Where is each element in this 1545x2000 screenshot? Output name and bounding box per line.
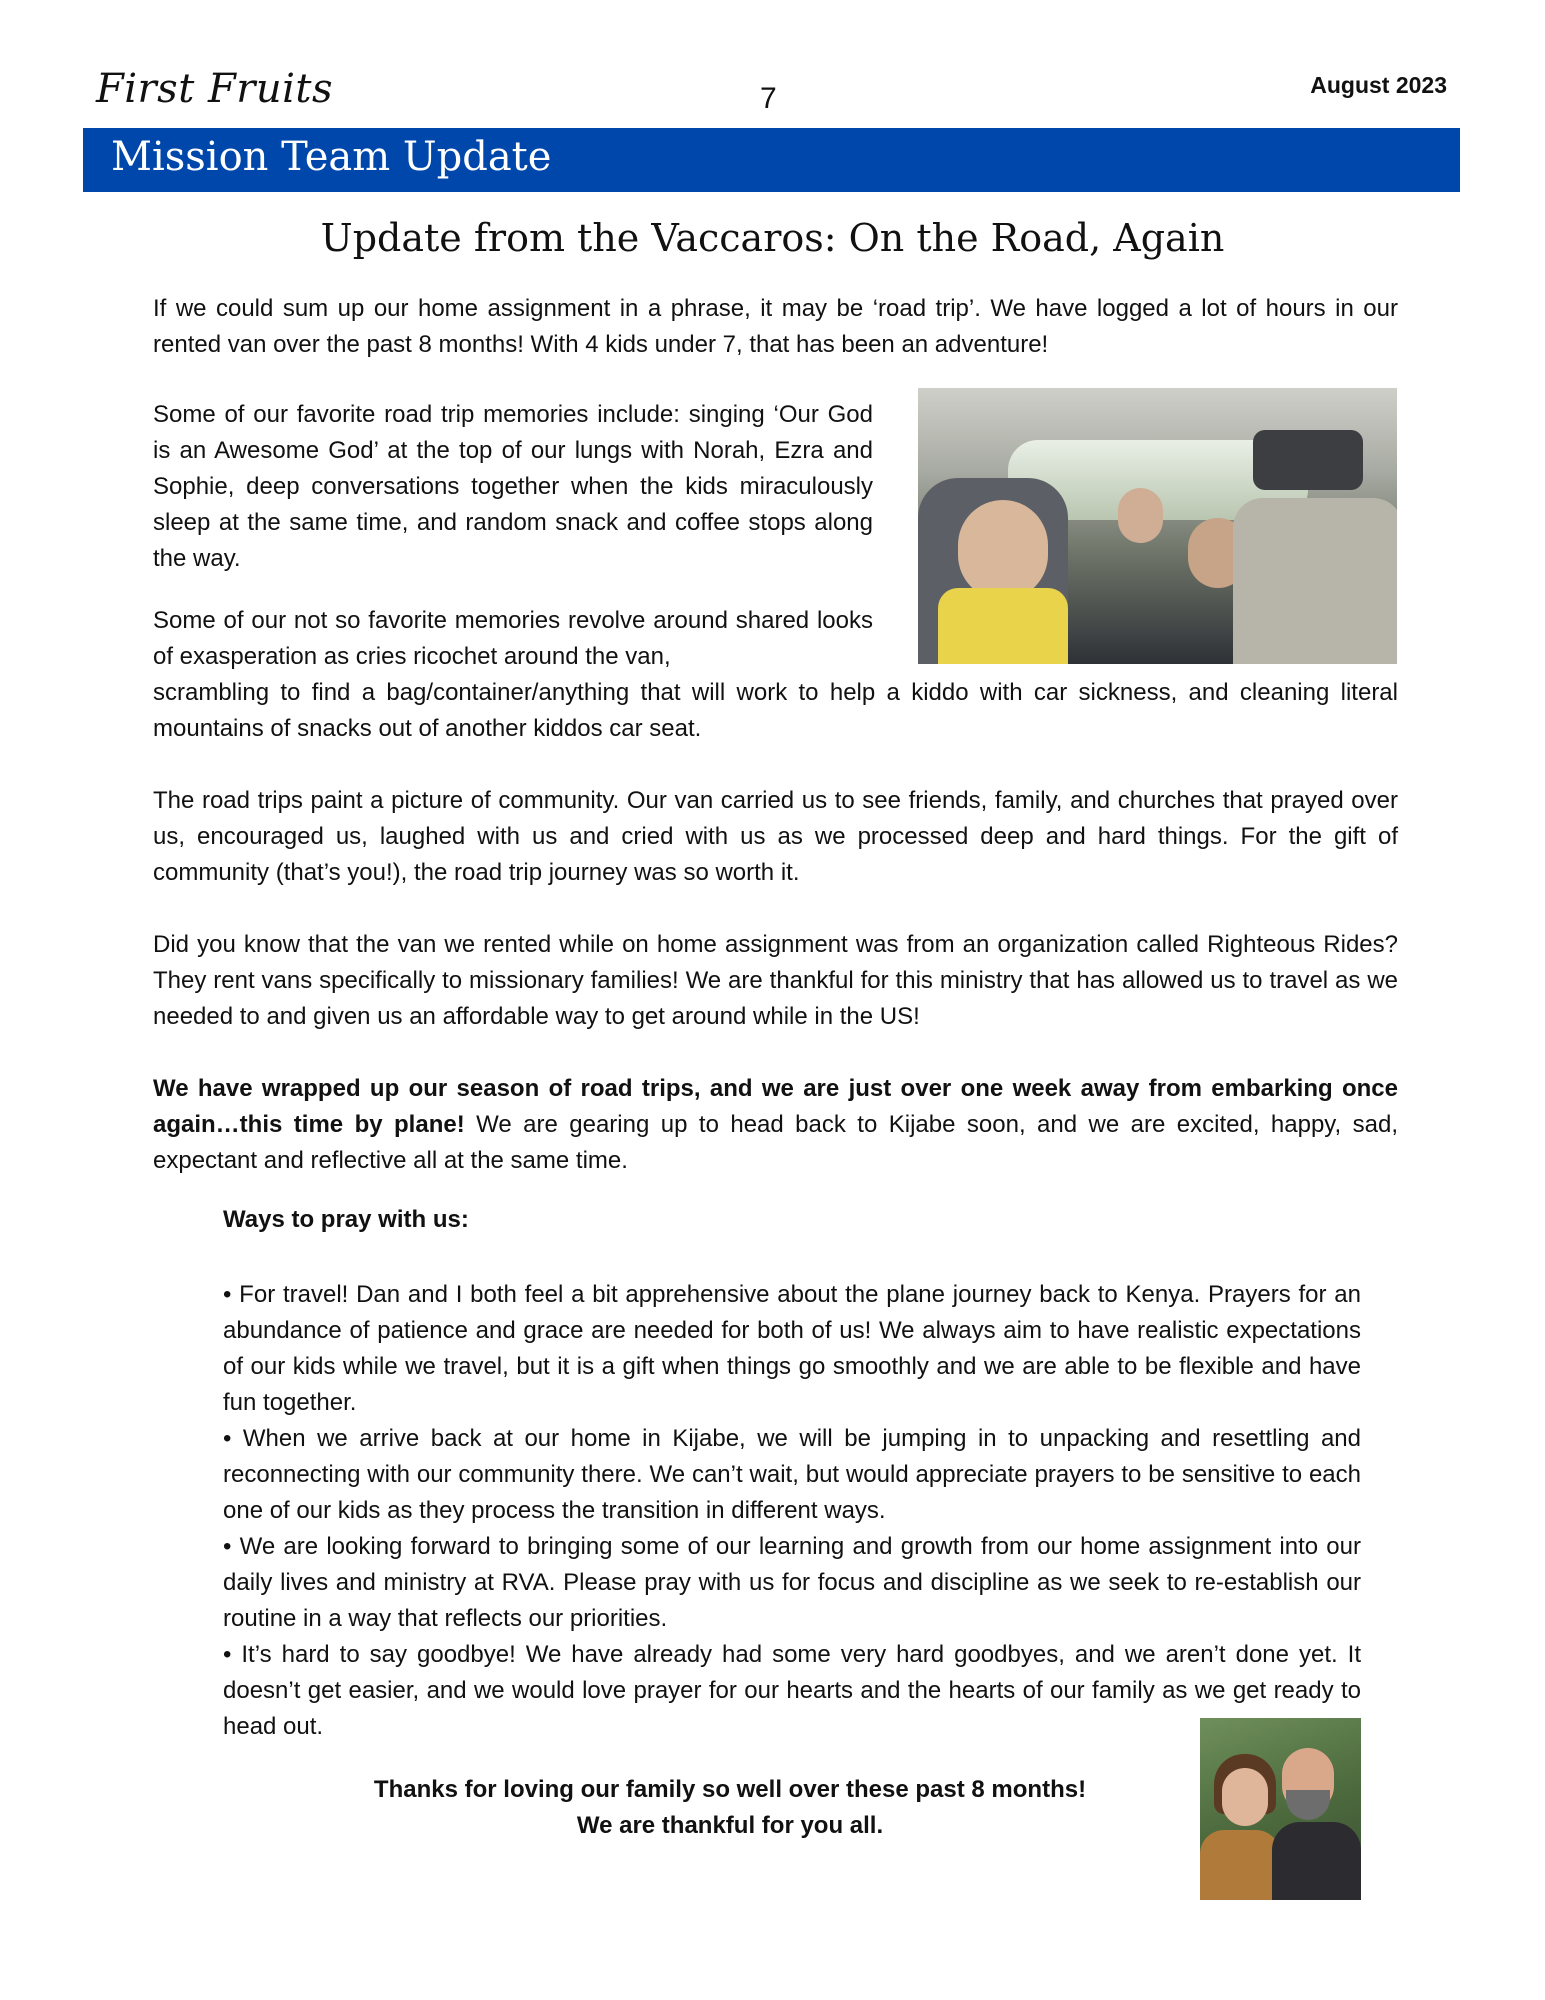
section-title: Mission Team Update [111,134,552,180]
prayer-item-arrival: • When we arrive back at our home in Kijabe, we will be jumping in to unpacking and resettling and reconnecting with our community there. We can’t wait, but would appreciate prayers to be sensitive to each one of our kids as they process the transition in different ways. [223,1425,1361,1524]
wrap-up-text: We are gearing up to head back to Kijabe soon, and we are excited, happy, sad, expectant and reflective all at the same time. [153,1111,1398,1174]
prayer-item-growth: • We are looking forward to bringing some of our learning and growth from our home assignment into our daily lives and ministry at RVA. Please pray with us for focus and discipline as we seek to re-establish our routine in a way that reflects our priorities. [223,1533,1361,1632]
prayer-heading: Ways to pray with us: [223,1206,469,1233]
issue-date: August 2023 [1310,72,1447,98]
favorite-memories-paragraph: Some of our favorite road trip memories include: singing ‘Our God is an Awesome God’ at the top of our lungs with Norah, Ezra and Sophie, deep conversations together when the kids miraculously sleep at the same time, and random snack and coffee stops along the way. [153,401,873,572]
closing-thanks: Thanks for loving our family so well over these past 8 months! We are thankful for you all. [373,1776,1087,1839]
righteous-rides-paragraph: Did you know that the van we rented while on home assignment was from an organization called Righteous Rides? They rent vans specifically to missionary families! We are thankful for this ministry that has allowed us to travel as we needed to and given us an affordable way to get around while in the US! [153,931,1398,1030]
wrap-up-paragraph [153,1071,1398,1179]
not-favorite-paragraph-start: Some of our not so favorite memories revolve around shared looks of exasperation as cries ricochet around the van, [153,607,873,670]
prayer-item-goodbye: • It’s hard to say goodbye! We have already had some very hard goodbyes, and we aren’t done yet. It doesn’t get easier, and we would love prayer for our hearts and the hearts of our family as we get ready to head out. [223,1641,1361,1740]
community-paragraph: The road trips paint a picture of community. Our van carried us to see friends, family, and churches that prayed over us, encouraged us, laughed with us and cried with us as we processed deep and hard things. For the gift of community (that’s you!), the road trip journey was so worth it. [153,787,1398,886]
van-kids-photo [918,388,1397,664]
section-banner [83,128,1460,192]
prayer-item-travel: • For travel! Dan and I both feel a bit apprehensive about the plane journey back to Kenya. Prayers for an abundance of patience and grace are needed for both of us! We always aim to have realistic expectations of our kids while we travel, but it is a gift when things go smoothly and we are able to be flexible and have fun together. [223,1281,1361,1416]
page-number: 7 [760,82,777,115]
article-title: Update from the Vaccaros: On the Road, Again [320,216,1225,260]
couple-photo [1200,1718,1361,1900]
intro-paragraph: If we could sum up our home assignment in a phrase, it may be ‘road trip’. We have logged a lot of hours in our rented van over the past 8 months! With 4 kids under 7, that has been an adventure! [153,295,1398,358]
not-favorite-paragraph-end: scrambling to find a bag/container/anything that will work to help a kiddo with car sickness, and cleaning literal mountains of snacks out of another kiddos car seat. [153,679,1398,742]
wrap-up-bold-text: We have wrapped up our season of road trips, and we are just over one week away from embarking once again…this time by plane! [153,1075,1398,1138]
newsletter-masthead: First Fruits [96,66,334,112]
